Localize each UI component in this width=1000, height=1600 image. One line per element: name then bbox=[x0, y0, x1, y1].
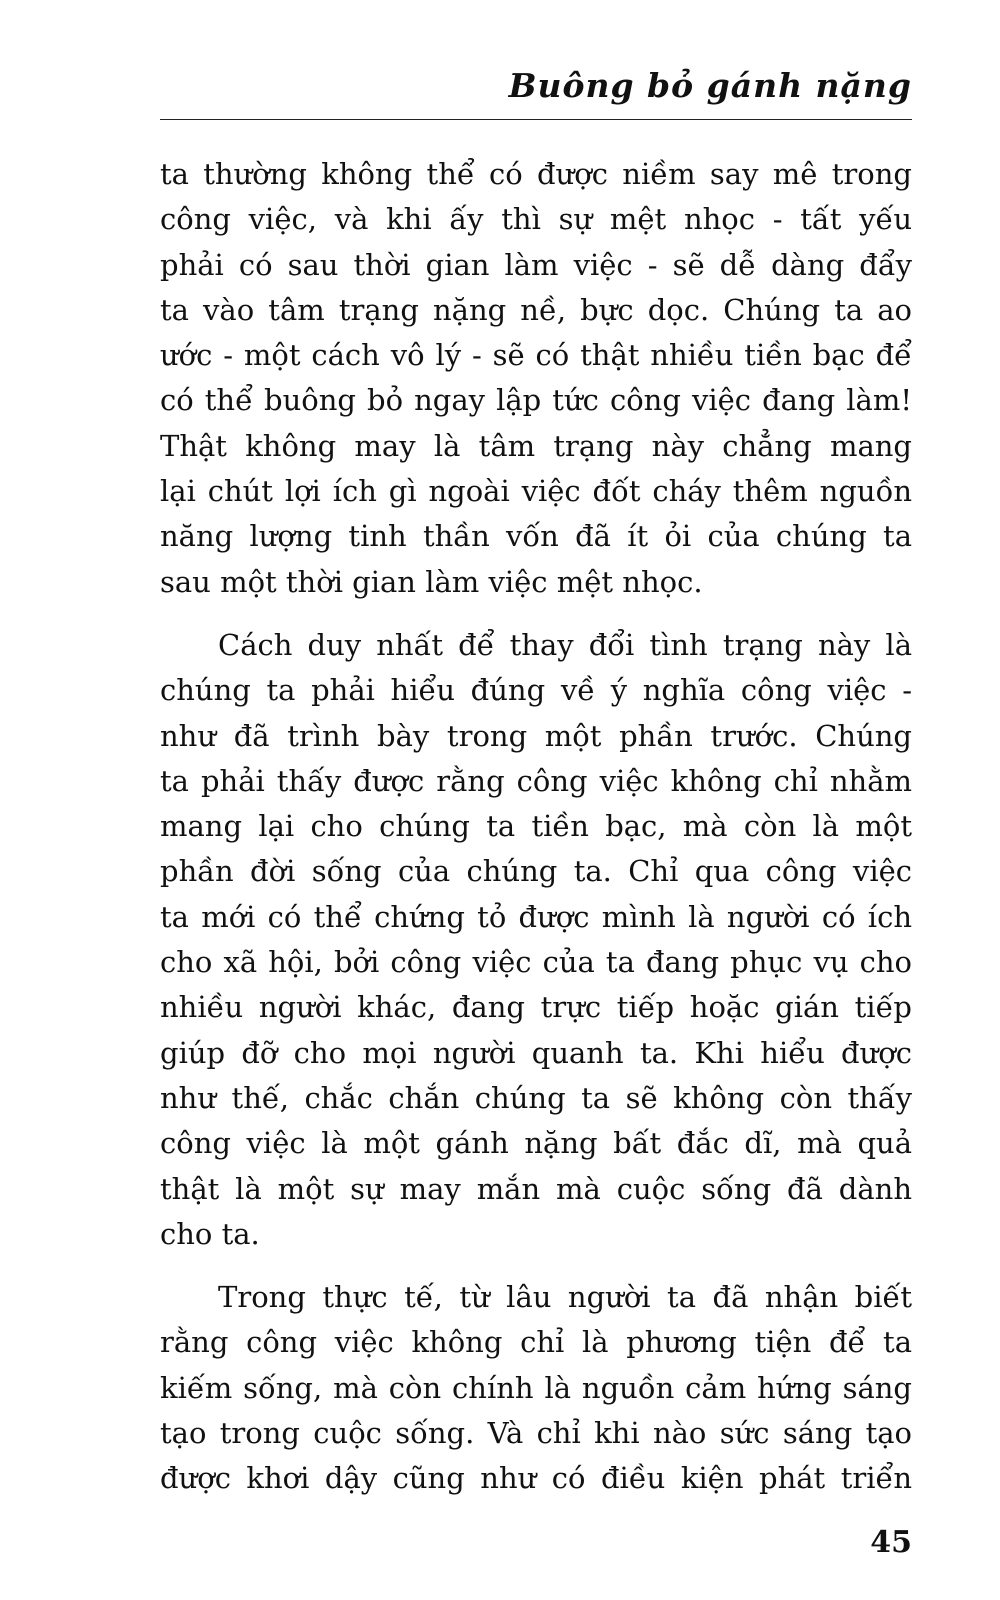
text-line: Thật không may là tâm trạng này chẳng mang bbox=[160, 428, 912, 463]
header-divider bbox=[160, 119, 912, 120]
text-line: Cách duy nhất để thay đổi tình trạng này là bbox=[218, 627, 912, 662]
text-line: ta thường không thể có được niềm say mê trong bbox=[160, 157, 912, 191]
paragraph-gap bbox=[160, 605, 912, 623]
text-line: chúng ta phải hiểu đúng về ý nghĩa công việc - bbox=[160, 673, 912, 708]
text-line: sau một thời gian làm việc mệt nhọc. bbox=[160, 564, 703, 599]
text-line: mang lại cho chúng ta tiền bạc, mà còn là một bbox=[160, 809, 912, 844]
text-line: năng lượng tinh thần vốn đã ít ỏi của chúng ta bbox=[160, 519, 912, 554]
text-line: ta vào tâm trạng nặng nề, bực dọc. Chúng ta ao bbox=[160, 292, 912, 327]
text-line: có thể buông bỏ ngay lập tức công việc đang làm! bbox=[160, 383, 912, 418]
text-line: thật là một sự may mắn mà cuộc sống đã dành bbox=[160, 1171, 912, 1206]
text-line: cho xã hội, bởi công việc của ta đang phục vụ cho bbox=[160, 945, 912, 980]
text-line: giúp đỡ cho mọi người quanh ta. Khi hiểu được bbox=[160, 1035, 912, 1070]
text-line: phải có sau thời gian làm việc - sẽ dễ dàng đẩy bbox=[160, 247, 912, 282]
text-line: phần đời sống của chúng ta. Chỉ qua công việc bbox=[160, 854, 912, 889]
running-header-title: Buông bỏ gánh nặng bbox=[508, 66, 912, 105]
paragraph-gap bbox=[160, 1257, 912, 1275]
page-number: 45 bbox=[870, 1525, 912, 1560]
text-line: công việc là một gánh nặng bất đắc dĩ, mà quả bbox=[160, 1126, 912, 1161]
text-line: rằng công việc không chỉ là phương tiện để ta bbox=[160, 1325, 912, 1360]
text-line: kiếm sống, mà còn chính là nguồn cảm hứng sáng bbox=[160, 1370, 912, 1405]
text-line: công việc, và khi ấy thì sự mệt nhọc - tất yếu bbox=[160, 202, 912, 237]
text-line: ta phải thấy được rằng công việc không chỉ nhằm bbox=[160, 763, 912, 798]
text-line: như thế, chắc chắn chúng ta sẽ không còn thấy bbox=[160, 1080, 912, 1115]
text-line: như đã trình bày trong một phần trước. Chúng bbox=[160, 718, 912, 753]
text-line: ước - một cách vô lý - sẽ có thật nhiều tiền bạc để bbox=[160, 338, 912, 373]
text-line: lại chút lợi ích gì ngoài việc đốt cháy thêm nguồn bbox=[160, 474, 912, 509]
text-line: được khơi dậy cũng như có điều kiện phát triển bbox=[160, 1461, 912, 1496]
text-line: cho ta. bbox=[160, 1216, 260, 1251]
text-line: Trong thực tế, từ lâu người ta đã nhận biết bbox=[218, 1280, 912, 1315]
text-line: ta mới có thể chứng tỏ được mình là người có ích bbox=[160, 899, 912, 934]
text-line: nhiều người khác, đang trực tiếp hoặc gián tiếp bbox=[160, 990, 912, 1025]
text-line: tạo trong cuộc sống. Và chỉ khi nào sức sáng tạo bbox=[160, 1416, 912, 1451]
body-text bbox=[160, 152, 912, 1502]
